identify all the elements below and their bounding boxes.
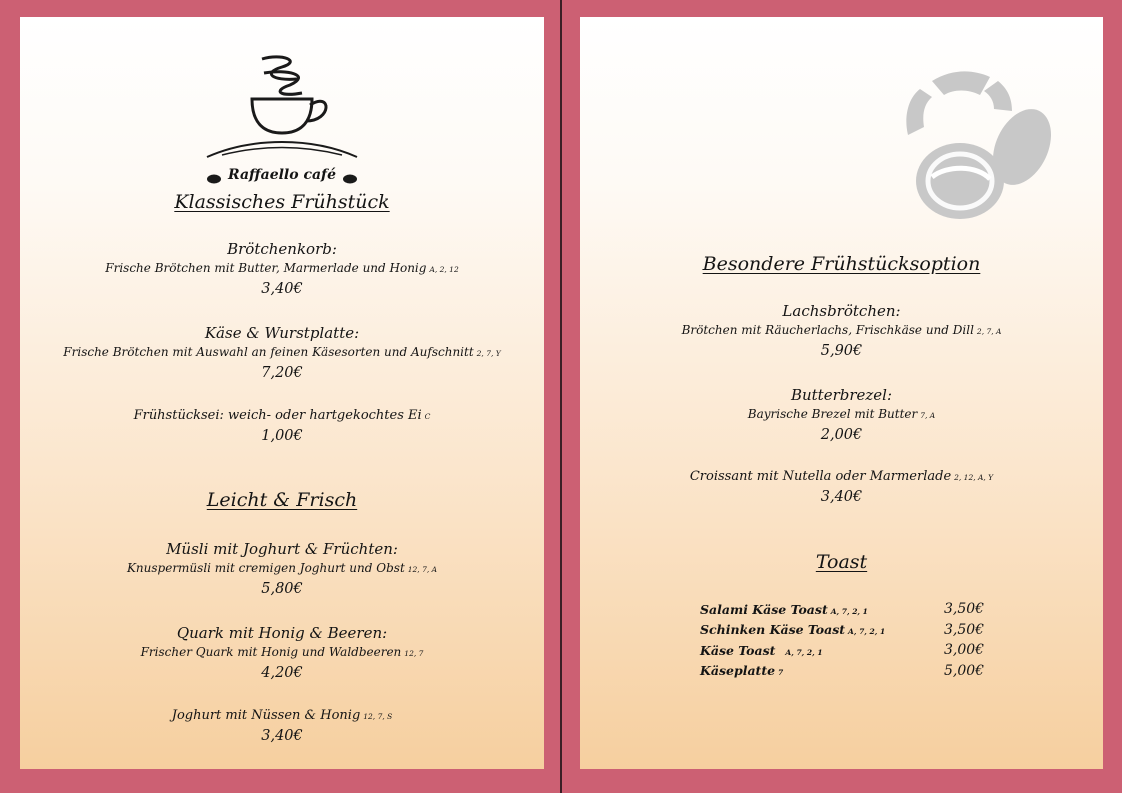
item-name: Quark mit Honig & Beeren:	[176, 624, 388, 642]
menu-item	[20, 407, 544, 446]
toast-row	[700, 599, 990, 620]
allergen-codes: 12, 7, S	[363, 712, 393, 721]
allergen-codes: 12, 7	[404, 649, 424, 658]
toast-price: 5,00€	[944, 662, 985, 679]
item-description: Frische Brötchen mit Auswahl an feinen Käsesorten und Aufschnitt 2, 7, Y	[63, 345, 501, 359]
toast-price-list	[700, 599, 990, 681]
menu-item	[580, 385, 1103, 445]
item-description: Bayrische Brezel mit Butter 7, A	[747, 407, 936, 421]
item-description: Frische Brötchen mit Butter, Marmerlade und Honig A, 2, 12	[105, 261, 459, 275]
toast-price: 3,50€	[944, 601, 985, 618]
toast-name: Käse Toast A, 7, 2, 1	[700, 642, 823, 658]
toast-row	[700, 640, 990, 661]
item-name: Käse & Wurstplatte:	[204, 324, 360, 342]
menu-item	[20, 239, 544, 299]
item-price: 3,40€	[261, 281, 303, 297]
menu-item	[580, 301, 1103, 361]
allergen-codes: A, 2, 12	[429, 265, 459, 274]
menu-item	[20, 623, 544, 683]
item-description: Frischer Quark mit Honig und Waldbeeren 12, 7	[140, 645, 424, 659]
cafe-logo-text: Raffaello café	[228, 167, 336, 183]
section-title-toast: Toast	[815, 551, 868, 573]
toast-price: 3,00€	[944, 642, 985, 659]
item-price: 1,00€	[261, 428, 303, 444]
item-price: 5,90€	[820, 343, 863, 359]
allergen-codes: C	[424, 412, 431, 421]
item-description: Frühstücksei: weich- oder hartgekochtes Ei C	[133, 408, 431, 423]
allergen-codes: 7, A	[920, 411, 936, 420]
menu-item	[580, 468, 1103, 507]
item-name: Butterbrezel:	[790, 386, 893, 404]
menu-item	[20, 323, 544, 383]
item-description: Croissant mit Nutella oder Marmerlade 2, 12, A, Y	[689, 469, 994, 484]
toast-name: Käseplatte 7	[700, 663, 784, 679]
item-price: 3,40€	[261, 728, 303, 744]
cafe-logo	[202, 51, 362, 191]
menu-page-left	[20, 17, 544, 769]
item-description: Knuspermüsli mit cremigen Joghurt und Obst 12, 7, A	[126, 561, 438, 575]
item-description: Brötchen mit Räucherlachs, Frischkäse und Dill 2, 7, A	[681, 323, 1002, 337]
item-price: 7,20€	[261, 365, 303, 381]
item-price: 5,80€	[261, 581, 303, 597]
allergen-codes: A, 7, 2, 1	[830, 606, 868, 616]
item-price: 3,40€	[820, 489, 863, 505]
menu-page-right	[580, 17, 1103, 769]
spread-divider	[560, 0, 562, 793]
section-title-special: Besondere Frühstücksoption	[702, 253, 981, 275]
section-title-light: Leicht & Frisch	[206, 489, 358, 511]
croissant-icon	[902, 69, 1052, 224]
allergen-codes: 7	[778, 668, 784, 678]
allergen-codes: 2, 7, A	[976, 327, 1002, 336]
menu-item	[20, 539, 544, 599]
allergen-codes: 2, 7, Y	[476, 349, 501, 358]
toast-price: 3,50€	[944, 621, 985, 638]
allergen-codes: 12, 7, A	[407, 565, 438, 574]
section-title-classic: Klassisches Frühstück	[174, 191, 390, 213]
allergen-codes: A, 7, 2, 1	[848, 627, 886, 637]
toast-row	[700, 661, 990, 682]
menu-item	[20, 707, 544, 746]
item-name: Brötchenkorb:	[227, 240, 337, 258]
item-description: Joghurt mit Nüssen & Honig 12, 7, S	[171, 708, 393, 723]
item-price: 4,20€	[261, 665, 303, 681]
allergen-codes: 2, 12, A, Y	[954, 473, 994, 482]
item-price: 2,00€	[820, 427, 863, 443]
allergen-codes: A, 7, 2, 1	[785, 647, 823, 657]
item-name: Müsli mit Joghurt & Früchten:	[166, 540, 398, 558]
toast-name: Salami Käse Toast A, 7, 2, 1	[700, 601, 868, 617]
toast-row	[700, 620, 990, 641]
item-name: Lachsbrötchen:	[782, 302, 901, 320]
toast-name: Schinken Käse Toast A, 7, 2, 1	[700, 622, 886, 638]
